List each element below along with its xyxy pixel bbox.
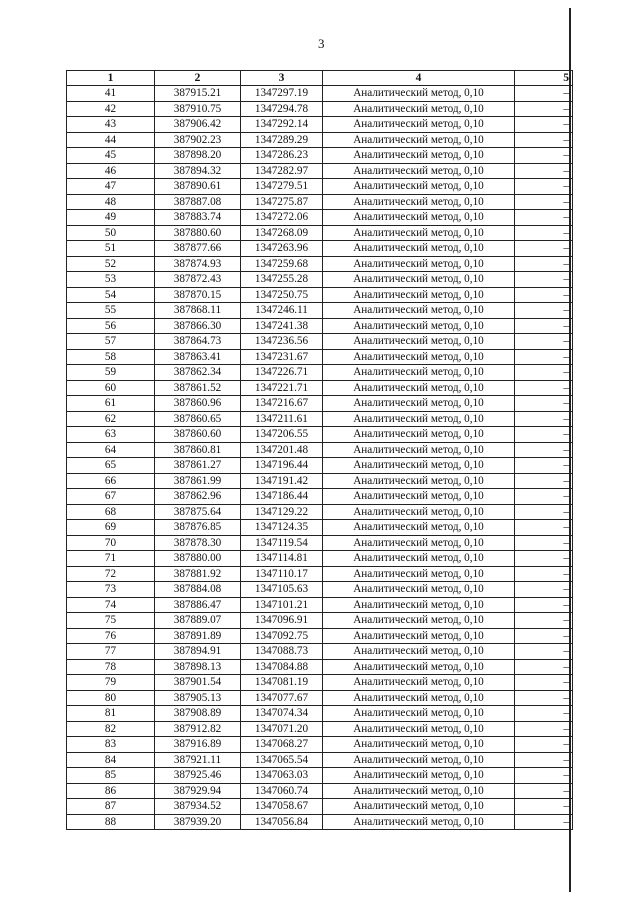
- table-row: [67, 814, 573, 830]
- table-row: [67, 551, 573, 567]
- col-5-cell: –: [515, 551, 573, 567]
- x-coordinate-cell: 387901.54: [155, 675, 241, 691]
- point-number-cell: 43: [67, 117, 155, 133]
- col-5-cell: –: [515, 303, 573, 319]
- method-accuracy-cell: Аналитический метод, 0,10: [323, 628, 515, 644]
- method-accuracy-cell: Аналитический метод, 0,10: [323, 287, 515, 303]
- col-5-cell: –: [515, 628, 573, 644]
- method-accuracy-cell: Аналитический метод, 0,10: [323, 194, 515, 210]
- table-row: [67, 194, 573, 210]
- point-number-cell: 65: [67, 458, 155, 474]
- table-row: [67, 799, 573, 815]
- method-accuracy-cell: Аналитический метод, 0,10: [323, 690, 515, 706]
- point-number-cell: 86: [67, 783, 155, 799]
- x-coordinate-cell: 387868.11: [155, 303, 241, 319]
- col-5-cell: –: [515, 783, 573, 799]
- table-row: [67, 132, 573, 148]
- point-number-cell: 53: [67, 272, 155, 288]
- x-coordinate-cell: 387864.73: [155, 334, 241, 350]
- point-number-cell: 72: [67, 566, 155, 582]
- point-number-cell: 85: [67, 768, 155, 784]
- col-5-cell: –: [515, 675, 573, 691]
- col-5-cell: –: [515, 318, 573, 334]
- col-5-cell: –: [515, 256, 573, 272]
- col-5-cell: –: [515, 768, 573, 784]
- col-5-cell: –: [515, 814, 573, 830]
- y-coordinate-cell: 1347297.19: [241, 86, 323, 102]
- table-row: [67, 349, 573, 365]
- method-accuracy-cell: Аналитический метод, 0,10: [323, 597, 515, 613]
- x-coordinate-cell: 387898.20: [155, 148, 241, 164]
- point-number-cell: 84: [67, 752, 155, 768]
- point-number-cell: 79: [67, 675, 155, 691]
- col-5-cell: –: [515, 566, 573, 582]
- table-row: [67, 628, 573, 644]
- point-number-cell: 66: [67, 473, 155, 489]
- y-coordinate-cell: 1347129.22: [241, 504, 323, 520]
- x-coordinate-cell: 387878.30: [155, 535, 241, 551]
- x-coordinate-cell: 387877.66: [155, 241, 241, 257]
- x-coordinate-cell: 387862.96: [155, 489, 241, 505]
- x-coordinate-cell: 387863.41: [155, 349, 241, 365]
- col-5-cell: –: [515, 473, 573, 489]
- x-coordinate-cell: 387908.89: [155, 706, 241, 722]
- method-accuracy-cell: Аналитический метод, 0,10: [323, 721, 515, 737]
- method-accuracy-cell: Аналитический метод, 0,10: [323, 86, 515, 102]
- table-row: [67, 535, 573, 551]
- x-coordinate-cell: 387860.60: [155, 427, 241, 443]
- point-number-cell: 62: [67, 411, 155, 427]
- method-accuracy-cell: Аналитический метод, 0,10: [323, 675, 515, 691]
- col-5-cell: –: [515, 272, 573, 288]
- col-5-cell: –: [515, 752, 573, 768]
- col-5-cell: –: [515, 659, 573, 675]
- header-col-2: 2: [155, 71, 241, 86]
- x-coordinate-cell: 387902.23: [155, 132, 241, 148]
- x-coordinate-cell: 387880.00: [155, 551, 241, 567]
- point-number-cell: 56: [67, 318, 155, 334]
- y-coordinate-cell: 1347114.81: [241, 551, 323, 567]
- x-coordinate-cell: 387906.42: [155, 117, 241, 133]
- x-coordinate-cell: 387939.20: [155, 814, 241, 830]
- point-number-cell: 67: [67, 489, 155, 505]
- y-coordinate-cell: 1347250.75: [241, 287, 323, 303]
- point-number-cell: 77: [67, 644, 155, 660]
- x-coordinate-cell: 387876.85: [155, 520, 241, 536]
- x-coordinate-cell: 387880.60: [155, 225, 241, 241]
- table-row: [67, 690, 573, 706]
- x-coordinate-cell: 387887.08: [155, 194, 241, 210]
- method-accuracy-cell: Аналитический метод, 0,10: [323, 566, 515, 582]
- method-accuracy-cell: Аналитический метод, 0,10: [323, 551, 515, 567]
- table-row: [67, 396, 573, 412]
- method-accuracy-cell: Аналитический метод, 0,10: [323, 380, 515, 396]
- y-coordinate-cell: 1347077.67: [241, 690, 323, 706]
- point-number-cell: 45: [67, 148, 155, 164]
- y-coordinate-cell: 1347246.11: [241, 303, 323, 319]
- point-number-cell: 60: [67, 380, 155, 396]
- x-coordinate-cell: 387916.89: [155, 737, 241, 753]
- x-coordinate-cell: 387905.13: [155, 690, 241, 706]
- table-row: [67, 613, 573, 629]
- method-accuracy-cell: Аналитический метод, 0,10: [323, 303, 515, 319]
- col-5-cell: –: [515, 148, 573, 164]
- col-5-cell: –: [515, 737, 573, 753]
- y-coordinate-cell: 1347259.68: [241, 256, 323, 272]
- method-accuracy-cell: Аналитический метод, 0,10: [323, 752, 515, 768]
- y-coordinate-cell: 1347275.87: [241, 194, 323, 210]
- x-coordinate-cell: 387929.94: [155, 783, 241, 799]
- col-5-cell: –: [515, 582, 573, 598]
- y-coordinate-cell: 1347065.54: [241, 752, 323, 768]
- method-accuracy-cell: Аналитический метод, 0,10: [323, 535, 515, 551]
- point-number-cell: 41: [67, 86, 155, 102]
- method-accuracy-cell: Аналитический метод, 0,10: [323, 411, 515, 427]
- col-5-cell: –: [515, 458, 573, 474]
- method-accuracy-cell: Аналитический метод, 0,10: [323, 582, 515, 598]
- table-row: [67, 365, 573, 381]
- method-accuracy-cell: Аналитический метод, 0,10: [323, 458, 515, 474]
- method-accuracy-cell: Аналитический метод, 0,10: [323, 163, 515, 179]
- table-row: [67, 706, 573, 722]
- table-row: [67, 334, 573, 350]
- point-number-cell: 76: [67, 628, 155, 644]
- y-coordinate-cell: 1347081.19: [241, 675, 323, 691]
- col-5-cell: –: [515, 799, 573, 815]
- point-number-cell: 83: [67, 737, 155, 753]
- x-coordinate-cell: 387874.93: [155, 256, 241, 272]
- x-coordinate-cell: 387860.81: [155, 442, 241, 458]
- coordinates-table: [66, 70, 573, 830]
- y-coordinate-cell: 1347211.61: [241, 411, 323, 427]
- point-number-cell: 78: [67, 659, 155, 675]
- col-5-cell: –: [515, 132, 573, 148]
- method-accuracy-cell: Аналитический метод, 0,10: [323, 659, 515, 675]
- y-coordinate-cell: 1347201.48: [241, 442, 323, 458]
- x-coordinate-cell: 387862.34: [155, 365, 241, 381]
- col-5-cell: –: [515, 380, 573, 396]
- point-number-cell: 46: [67, 163, 155, 179]
- method-accuracy-cell: Аналитический метод, 0,10: [323, 489, 515, 505]
- method-accuracy-cell: Аналитический метод, 0,10: [323, 349, 515, 365]
- col-5-cell: –: [515, 520, 573, 536]
- method-accuracy-cell: Аналитический метод, 0,10: [323, 427, 515, 443]
- method-accuracy-cell: Аналитический метод, 0,10: [323, 768, 515, 784]
- method-accuracy-cell: Аналитический метод, 0,10: [323, 396, 515, 412]
- header-col-5: 5: [515, 71, 573, 86]
- table-row: [67, 117, 573, 133]
- point-number-cell: 48: [67, 194, 155, 210]
- x-coordinate-cell: 387861.99: [155, 473, 241, 489]
- y-coordinate-cell: 1347060.74: [241, 783, 323, 799]
- table-row: [67, 783, 573, 799]
- page-number: 3: [318, 36, 325, 51]
- method-accuracy-cell: Аналитический метод, 0,10: [323, 799, 515, 815]
- y-coordinate-cell: 1347071.20: [241, 721, 323, 737]
- y-coordinate-cell: 1347216.67: [241, 396, 323, 412]
- y-coordinate-cell: 1347105.63: [241, 582, 323, 598]
- y-coordinate-cell: 1347272.06: [241, 210, 323, 226]
- table-row: [67, 768, 573, 784]
- header-col-3: 3: [241, 71, 323, 86]
- y-coordinate-cell: 1347110.17: [241, 566, 323, 582]
- point-number-cell: 54: [67, 287, 155, 303]
- table-row: [67, 272, 573, 288]
- x-coordinate-cell: 387898.13: [155, 659, 241, 675]
- col-5-cell: –: [515, 597, 573, 613]
- col-5-cell: –: [515, 411, 573, 427]
- x-coordinate-cell: 387912.82: [155, 721, 241, 737]
- point-number-cell: 51: [67, 241, 155, 257]
- col-5-cell: –: [515, 365, 573, 381]
- y-coordinate-cell: 1347231.67: [241, 349, 323, 365]
- x-coordinate-cell: 387875.64: [155, 504, 241, 520]
- y-coordinate-cell: 1347294.78: [241, 101, 323, 117]
- table-row: [67, 380, 573, 396]
- table-row: [67, 303, 573, 319]
- table-row: [67, 504, 573, 520]
- method-accuracy-cell: Аналитический метод, 0,10: [323, 613, 515, 629]
- col-5-cell: –: [515, 349, 573, 365]
- y-coordinate-cell: 1347088.73: [241, 644, 323, 660]
- table-row: [67, 101, 573, 117]
- x-coordinate-cell: 387860.65: [155, 411, 241, 427]
- point-number-cell: 82: [67, 721, 155, 737]
- method-accuracy-cell: Аналитический метод, 0,10: [323, 814, 515, 830]
- table-row: [67, 411, 573, 427]
- y-coordinate-cell: 1347096.91: [241, 613, 323, 629]
- y-coordinate-cell: 1347206.55: [241, 427, 323, 443]
- y-coordinate-cell: 1347074.34: [241, 706, 323, 722]
- y-coordinate-cell: 1347056.84: [241, 814, 323, 830]
- col-5-cell: –: [515, 721, 573, 737]
- point-number-cell: 52: [67, 256, 155, 272]
- table-row: [67, 427, 573, 443]
- col-5-cell: –: [515, 690, 573, 706]
- method-accuracy-cell: Аналитический метод, 0,10: [323, 256, 515, 272]
- col-5-cell: –: [515, 179, 573, 195]
- col-5-cell: –: [515, 86, 573, 102]
- y-coordinate-cell: 1347289.29: [241, 132, 323, 148]
- y-coordinate-cell: 1347279.51: [241, 179, 323, 195]
- point-number-cell: 71: [67, 551, 155, 567]
- point-number-cell: 61: [67, 396, 155, 412]
- method-accuracy-cell: Аналитический метод, 0,10: [323, 101, 515, 117]
- point-number-cell: 69: [67, 520, 155, 536]
- method-accuracy-cell: Аналитический метод, 0,10: [323, 210, 515, 226]
- y-coordinate-cell: 1347191.42: [241, 473, 323, 489]
- table-row: [67, 148, 573, 164]
- method-accuracy-cell: Аналитический метод, 0,10: [323, 783, 515, 799]
- point-number-cell: 58: [67, 349, 155, 365]
- table-row: [67, 675, 573, 691]
- col-5-cell: –: [515, 442, 573, 458]
- point-number-cell: 49: [67, 210, 155, 226]
- y-coordinate-cell: 1347226.71: [241, 365, 323, 381]
- table-header-row: [67, 71, 573, 86]
- method-accuracy-cell: Аналитический метод, 0,10: [323, 442, 515, 458]
- point-number-cell: 44: [67, 132, 155, 148]
- x-coordinate-cell: 387921.11: [155, 752, 241, 768]
- y-coordinate-cell: 1347292.14: [241, 117, 323, 133]
- x-coordinate-cell: 387915.21: [155, 86, 241, 102]
- table-row: [67, 442, 573, 458]
- point-number-cell: 80: [67, 690, 155, 706]
- method-accuracy-cell: Аналитический метод, 0,10: [323, 706, 515, 722]
- col-5-cell: –: [515, 101, 573, 117]
- col-5-cell: –: [515, 613, 573, 629]
- x-coordinate-cell: 387891.89: [155, 628, 241, 644]
- y-coordinate-cell: 1347282.97: [241, 163, 323, 179]
- point-number-cell: 75: [67, 613, 155, 629]
- y-coordinate-cell: 1347236.56: [241, 334, 323, 350]
- point-number-cell: 73: [67, 582, 155, 598]
- y-coordinate-cell: 1347255.28: [241, 272, 323, 288]
- table-row: [67, 225, 573, 241]
- col-5-cell: –: [515, 117, 573, 133]
- table-row: [67, 458, 573, 474]
- col-5-cell: –: [515, 535, 573, 551]
- y-coordinate-cell: 1347063.03: [241, 768, 323, 784]
- x-coordinate-cell: 387934.52: [155, 799, 241, 815]
- col-5-cell: –: [515, 489, 573, 505]
- y-coordinate-cell: 1347268.09: [241, 225, 323, 241]
- method-accuracy-cell: Аналитический метод, 0,10: [323, 132, 515, 148]
- table-row: [67, 241, 573, 257]
- y-coordinate-cell: 1347092.75: [241, 628, 323, 644]
- header-col-1: 1: [67, 71, 155, 86]
- method-accuracy-cell: Аналитический метод, 0,10: [323, 318, 515, 334]
- point-number-cell: 87: [67, 799, 155, 815]
- col-5-cell: –: [515, 706, 573, 722]
- point-number-cell: 42: [67, 101, 155, 117]
- x-coordinate-cell: 387860.96: [155, 396, 241, 412]
- x-coordinate-cell: 387881.92: [155, 566, 241, 582]
- y-coordinate-cell: 1347068.27: [241, 737, 323, 753]
- y-coordinate-cell: 1347263.96: [241, 241, 323, 257]
- table-row: [67, 644, 573, 660]
- method-accuracy-cell: Аналитический метод, 0,10: [323, 504, 515, 520]
- table-row: [67, 287, 573, 303]
- header-col-4: 4: [323, 71, 515, 86]
- x-coordinate-cell: 387894.91: [155, 644, 241, 660]
- col-5-cell: –: [515, 504, 573, 520]
- method-accuracy-cell: Аналитический метод, 0,10: [323, 644, 515, 660]
- method-accuracy-cell: Аналитический метод, 0,10: [323, 737, 515, 753]
- y-coordinate-cell: 1347241.38: [241, 318, 323, 334]
- method-accuracy-cell: Аналитический метод, 0,10: [323, 272, 515, 288]
- method-accuracy-cell: Аналитический метод, 0,10: [323, 225, 515, 241]
- x-coordinate-cell: 387861.27: [155, 458, 241, 474]
- x-coordinate-cell: 387886.47: [155, 597, 241, 613]
- x-coordinate-cell: 387870.15: [155, 287, 241, 303]
- method-accuracy-cell: Аналитический метод, 0,10: [323, 520, 515, 536]
- method-accuracy-cell: Аналитический метод, 0,10: [323, 473, 515, 489]
- table-row: [67, 473, 573, 489]
- x-coordinate-cell: 387889.07: [155, 613, 241, 629]
- col-5-cell: –: [515, 194, 573, 210]
- x-coordinate-cell: 387883.74: [155, 210, 241, 226]
- col-5-cell: –: [515, 287, 573, 303]
- method-accuracy-cell: Аналитический метод, 0,10: [323, 148, 515, 164]
- x-coordinate-cell: 387890.61: [155, 179, 241, 195]
- x-coordinate-cell: 387925.46: [155, 768, 241, 784]
- table-row: [67, 566, 573, 582]
- point-number-cell: 47: [67, 179, 155, 195]
- table-row: [67, 752, 573, 768]
- y-coordinate-cell: 1347058.67: [241, 799, 323, 815]
- x-coordinate-cell: 387861.52: [155, 380, 241, 396]
- method-accuracy-cell: Аналитический метод, 0,10: [323, 179, 515, 195]
- x-coordinate-cell: 387910.75: [155, 101, 241, 117]
- method-accuracy-cell: Аналитический метод, 0,10: [323, 365, 515, 381]
- table-row: [67, 256, 573, 272]
- x-coordinate-cell: 387884.08: [155, 582, 241, 598]
- point-number-cell: 68: [67, 504, 155, 520]
- col-5-cell: –: [515, 427, 573, 443]
- point-number-cell: 74: [67, 597, 155, 613]
- table-row: [67, 179, 573, 195]
- col-5-cell: –: [515, 163, 573, 179]
- table-row: [67, 318, 573, 334]
- method-accuracy-cell: Аналитический метод, 0,10: [323, 334, 515, 350]
- y-coordinate-cell: 1347221.71: [241, 380, 323, 396]
- point-number-cell: 63: [67, 427, 155, 443]
- point-number-cell: 59: [67, 365, 155, 381]
- x-coordinate-cell: 387866.30: [155, 318, 241, 334]
- table-row: [67, 86, 573, 102]
- point-number-cell: 57: [67, 334, 155, 350]
- y-coordinate-cell: 1347196.44: [241, 458, 323, 474]
- point-number-cell: 70: [67, 535, 155, 551]
- point-number-cell: 88: [67, 814, 155, 830]
- point-number-cell: 81: [67, 706, 155, 722]
- table-row: [67, 163, 573, 179]
- col-5-cell: –: [515, 644, 573, 660]
- y-coordinate-cell: 1347124.35: [241, 520, 323, 536]
- table-row: [67, 659, 573, 675]
- method-accuracy-cell: Аналитический метод, 0,10: [323, 241, 515, 257]
- table-row: [67, 597, 573, 613]
- table-row: [67, 721, 573, 737]
- y-coordinate-cell: 1347286.23: [241, 148, 323, 164]
- col-5-cell: –: [515, 334, 573, 350]
- table-row: [67, 520, 573, 536]
- point-number-cell: 50: [67, 225, 155, 241]
- point-number-cell: 55: [67, 303, 155, 319]
- table-row: [67, 737, 573, 753]
- point-number-cell: 64: [67, 442, 155, 458]
- col-5-cell: –: [515, 396, 573, 412]
- y-coordinate-cell: 1347101.21: [241, 597, 323, 613]
- table-row: [67, 489, 573, 505]
- table-row: [67, 582, 573, 598]
- col-5-cell: –: [515, 210, 573, 226]
- y-coordinate-cell: 1347119.54: [241, 535, 323, 551]
- method-accuracy-cell: Аналитический метод, 0,10: [323, 117, 515, 133]
- x-coordinate-cell: 387872.43: [155, 272, 241, 288]
- y-coordinate-cell: 1347186.44: [241, 489, 323, 505]
- y-coordinate-cell: 1347084.88: [241, 659, 323, 675]
- col-5-cell: –: [515, 241, 573, 257]
- table-row: [67, 210, 573, 226]
- x-coordinate-cell: 387894.32: [155, 163, 241, 179]
- col-5-cell: –: [515, 225, 573, 241]
